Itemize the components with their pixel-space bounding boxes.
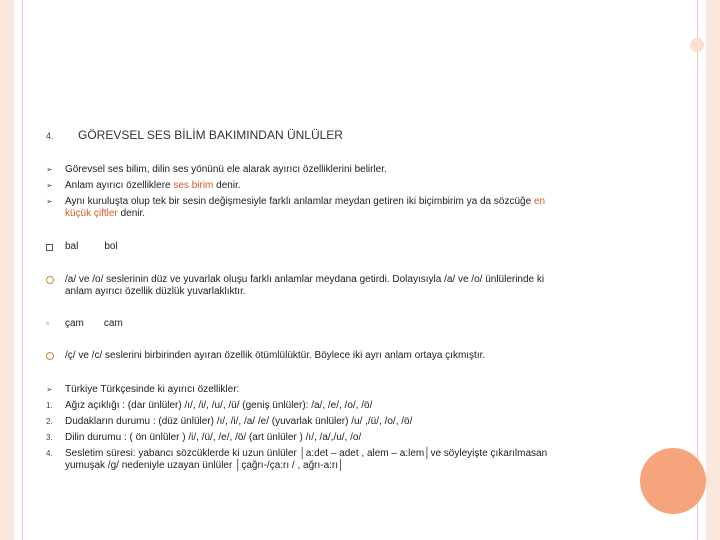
bullet-text: Görevsel ses bilim, dilin ses yönünü ele alarak ayırıcı özelliklerini belirler. — [65, 164, 387, 175]
list-intro: Türkiye Türkçesinde ki ayırıcı özellikler: — [65, 384, 240, 395]
arrow-bullet-icon: ➢ — [46, 197, 53, 206]
slide-title: GÖREVSEL SES BİLİM BAKIMINDAN ÜNLÜLER — [78, 128, 343, 142]
list-number: 1. — [46, 401, 53, 410]
small-square-bullet-icon: ▫ — [46, 319, 49, 328]
title-number: 4. — [46, 131, 54, 141]
decorative-small-circle — [690, 38, 704, 52]
list-number: 3. — [46, 433, 53, 442]
bullet-text: Aynı kuruluşta olup tek bir sesin değişmesiyle farklı anlamlar meydan getiren iki biçimbirim ya da sözcüğe en küçük çiftler denir. — [65, 196, 546, 219]
circle-bullet-icon — [46, 350, 64, 364]
arrow-bullet-icon: ➢ — [46, 385, 53, 394]
pair-word: cam — [103, 318, 123, 329]
pair-word: çam — [65, 318, 84, 329]
arrow-bullet-icon: ➢ — [46, 165, 53, 174]
left-frame-line — [22, 0, 23, 540]
left-frame-band — [0, 0, 14, 540]
square-bullet-icon — [46, 241, 64, 255]
list-text: Dilin durumu : ( ön ünlüler ) /i/, /ü/, /e/, /ö/ (art ünlüler ) /ı/, /a/,/u/, /o/ — [65, 432, 362, 443]
list-number: 4. — [46, 449, 53, 458]
highlight-term: küçük çiftler — [65, 208, 118, 219]
list-text: Sesletim süresi: yabancı sözcüklerde ki uzun ünlüler │a:det – adet , alem – a:lem│ve söyleyişte çıkarılmasan — [65, 448, 548, 459]
arrow-bullet-icon: ➢ — [46, 181, 53, 190]
right-frame-band — [706, 0, 720, 540]
list-number: 2. — [46, 417, 53, 426]
list-text: Ağız açıklığı : (dar ünlüler) /ı/, /i/, /u/, /ü/ (geniş ünlüler): /a/, /e/, /o/, /ö/ — [65, 400, 373, 411]
bullet-text: /ç/ ve /c/ seslerini birbirinden ayıran özellik ötümlülüktür. Böylece iki ayrı anlam ortaya çıkmıştır. — [65, 350, 486, 361]
bullet-text: /a/ ve /o/ seslerinin düz ve yuvarlak oluşu farklı anlamlar meydana getirdi. Dolayısıyla /a/ ve /o/ ünlülerinde ki anlam ayırıcı özellik düzlük yuvarlaklıktır. — [65, 274, 545, 297]
pair-word: bal — [65, 241, 79, 252]
list-text: Dudakların durumu : (düz ünlüler) /ı/, /i/, /a/ /e/ (yuvarlak ünlüler) /u/ ,/ü/, /o/, /ö/ — [65, 416, 413, 427]
pair-word: bol — [104, 241, 118, 252]
list-text: yumuşak /g/ nedeniyle uzayan ünlüler │çağrı-/ça:rı / , ağrı-a:rı│ — [65, 460, 345, 471]
bullet-text: Anlam ayırıcı özelliklere ses birim denir. — [65, 180, 241, 191]
highlight-term: ses birim — [173, 180, 214, 191]
circle-bullet-icon — [46, 274, 64, 288]
highlight-term: en — [533, 196, 546, 207]
decorative-large-circle — [640, 448, 706, 514]
